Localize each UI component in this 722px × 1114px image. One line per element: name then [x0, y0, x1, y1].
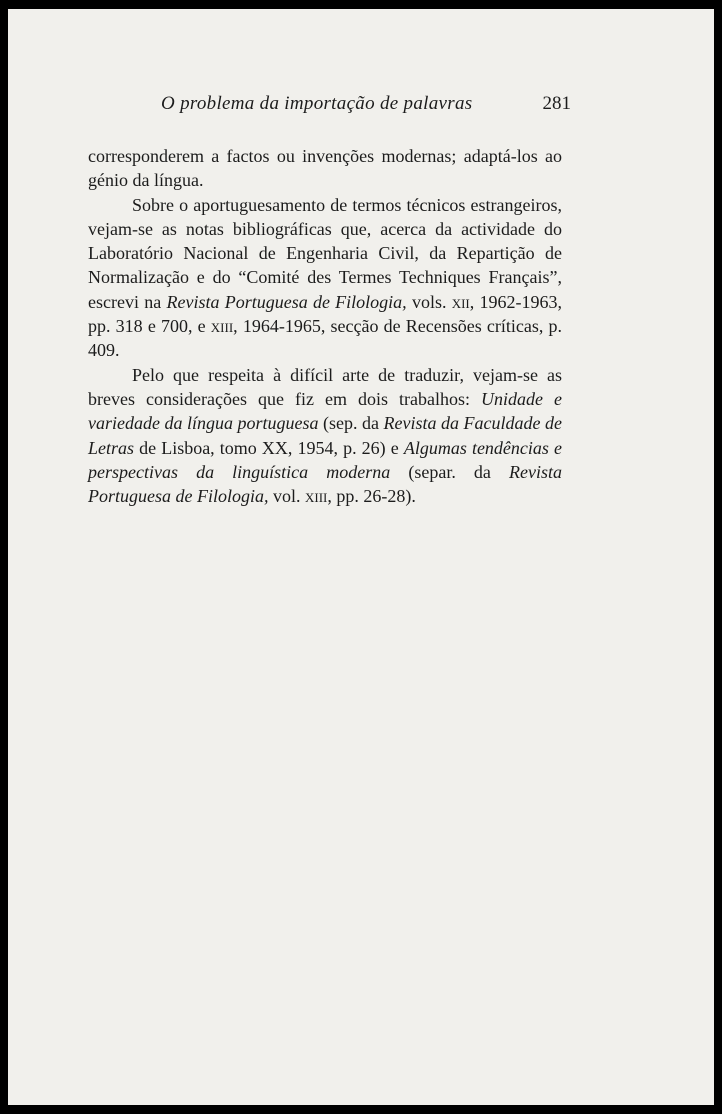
text-run: , 1962-1963, pp. 318 e 700, e	[88, 291, 562, 337]
journal-title: Revista Portuguesa de Filologia,	[88, 461, 563, 507]
text-run: , 1964-1965, secção de Recensões críticas, p. 409.	[88, 316, 563, 361]
volume-number: xii	[451, 291, 470, 312]
volume-number: xiii	[305, 486, 328, 507]
work-title: Unidade e variedade da língua portuguesa	[88, 388, 562, 434]
text-run: (separ. da	[390, 461, 510, 482]
work-title: Algumas tendências e perspectivas da linguística moderna	[88, 437, 562, 482]
text-run: (sep. da	[318, 413, 384, 434]
paragraph-1	[88, 144, 562, 193]
page-number: 281	[542, 93, 571, 114]
journal-title: Revista da Faculdade de Letras	[88, 413, 563, 458]
text-run: vols.	[406, 291, 452, 312]
text-run: vol.	[268, 486, 305, 507]
running-title: O problema da importação de palavras	[161, 93, 473, 114]
paragraph-2	[88, 193, 562, 363]
text-run: , pp. 26-28).	[327, 486, 416, 507]
document-page	[8, 9, 714, 1105]
page-header	[161, 93, 571, 119]
text-run: Sobre o aportuguesamento de termos técnicos estrangeiros, vejam-se as notas bibliográficas que, acerca da actividade do Laboratório Nacional de Engenharia Civil, da Repartição de Normalização e do “Comité des Termes Techniques Français”, escrevi na	[88, 194, 562, 312]
text-run: corresponderem a factos ou invenções modernas; adaptá-los ao génio da língua.	[88, 146, 562, 191]
volume-number: xiii	[210, 316, 234, 337]
body-text	[88, 144, 562, 508]
text-run: Pelo que respeita à difícil arte de traduzir, vejam-se as breves considerações que fiz em dois trabalhos:	[88, 364, 562, 409]
text-run: de Lisboa, tomo XX, 1954, p. 26) e	[134, 437, 404, 458]
paragraph-3	[88, 363, 562, 509]
journal-title: Revista Portuguesa de Filologia,	[166, 291, 407, 312]
